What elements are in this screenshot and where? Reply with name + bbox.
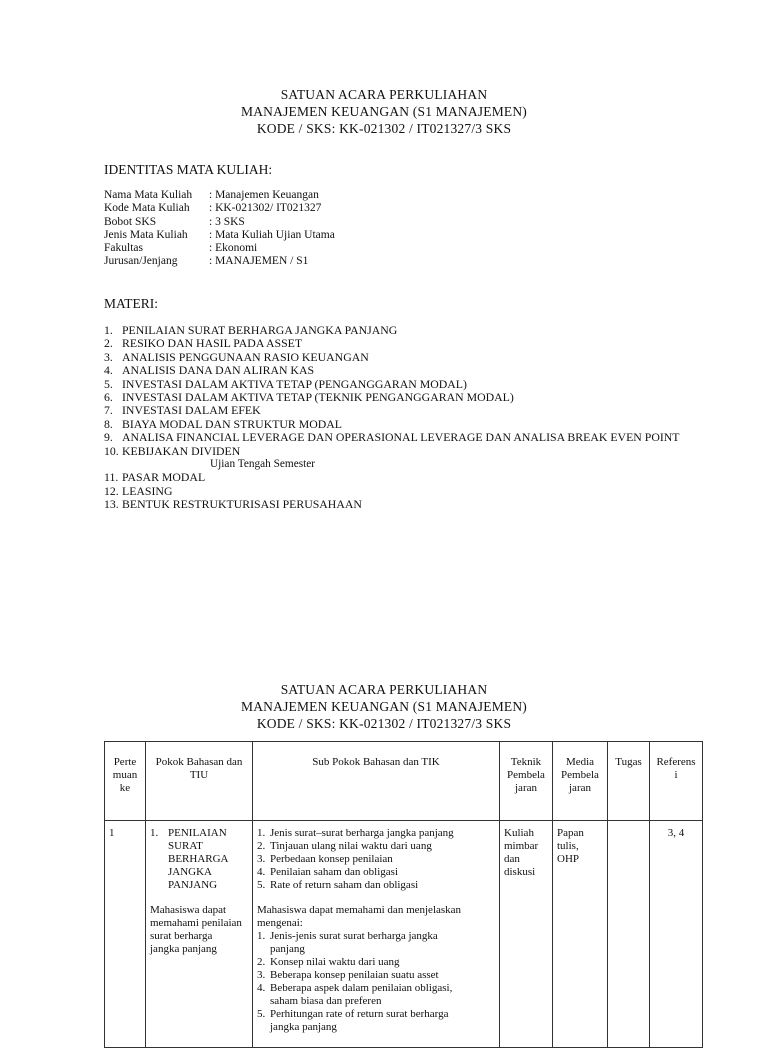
materi-list xyxy=(104,324,680,512)
title-block-top xyxy=(0,86,768,137)
cell-tugas xyxy=(608,821,650,1048)
sub-number: 2. xyxy=(257,840,266,852)
title-block-bottom xyxy=(0,681,768,732)
header-text: Teknik xyxy=(510,756,542,768)
tik-number: 4. xyxy=(257,982,266,994)
materi-number: 9. xyxy=(104,430,113,445)
materi-item xyxy=(104,431,680,444)
media-line: tulis, xyxy=(557,840,579,852)
sub-text: Rate of return saham dan obligasi xyxy=(270,879,419,891)
sub-text: Jenis surat–surat berharga jangka panjang xyxy=(270,827,454,839)
identitas-row xyxy=(104,242,335,255)
pokok-line: SURAT xyxy=(168,840,203,852)
identitas-label: Kode Mata Kuliah xyxy=(104,202,190,215)
identitas-value: : 3 SKS xyxy=(209,215,245,228)
sub-number: 1. xyxy=(257,827,266,839)
materi-text: ANALISIS DANA DAN ALIRAN KAS xyxy=(122,363,315,378)
tik-intro-line: mengenai: xyxy=(257,917,303,929)
materi-number: 11. xyxy=(104,470,119,485)
materi-text: LEASING xyxy=(122,483,173,498)
tik-text xyxy=(270,982,452,1008)
pokok-line: PENILAIAN xyxy=(168,827,227,839)
materi-number: 4. xyxy=(104,363,113,378)
cell-pertemuan: 1 xyxy=(105,821,146,1048)
materi-number: 13. xyxy=(104,497,119,512)
header-tugas xyxy=(608,742,650,821)
materi-item xyxy=(104,324,680,337)
tiu-line: Mahasiswa dapat xyxy=(150,904,227,916)
pokok-line: PANJANG xyxy=(168,879,218,891)
materi-item xyxy=(104,364,680,377)
pokok-line: BERHARGA xyxy=(168,853,229,865)
materi-number: 1. xyxy=(104,323,113,337)
identitas-value: : Ekonomi xyxy=(209,242,258,255)
header-text: jaran xyxy=(569,782,591,794)
tik-number: 1. xyxy=(257,930,266,942)
materi-text: PENILAIAN SURAT BERHARGA JANGKA PANJANG xyxy=(122,323,398,337)
tik-number: 2. xyxy=(257,956,266,968)
identitas-row xyxy=(104,229,335,242)
materi-heading: MATERI: xyxy=(104,296,158,311)
title-line: SATUAN ACARA PERKULIAHAN xyxy=(280,682,488,697)
teknik-line: mimbar xyxy=(504,840,539,852)
materi-number: 6. xyxy=(104,390,113,405)
materi-item xyxy=(104,485,680,498)
identitas-list xyxy=(104,189,335,269)
identitas-heading: IDENTITAS MATA KULIAH: xyxy=(104,162,273,177)
sub-text: Perbedaan konsep penilaian xyxy=(270,853,393,865)
materi-text: ANALISIS PENGGUNAAN RASIO KEUANGAN xyxy=(122,349,369,364)
header-referensi xyxy=(650,742,703,821)
table-header-row xyxy=(105,742,703,821)
header-text: Sub Pokok Bahasan dan TIK xyxy=(312,756,440,768)
header-text: Tugas xyxy=(615,756,642,768)
materi-number: 3. xyxy=(104,349,113,364)
header-text: muan xyxy=(112,769,138,781)
header-text: Pembela xyxy=(561,769,599,781)
identitas-label: Jurusan/Jenjang xyxy=(104,255,178,268)
tik-item xyxy=(257,969,495,982)
header-media xyxy=(553,742,608,821)
materi-text: BENTUK RESTRUKTURISASI PERUSAHAAN xyxy=(122,497,362,512)
header-text: Referens xyxy=(656,756,696,768)
header-teknik xyxy=(500,742,553,821)
sap-table xyxy=(104,741,703,1048)
sub-number: 3. xyxy=(257,853,266,865)
tik-text xyxy=(270,1008,448,1034)
materi-item xyxy=(104,445,680,458)
tik-item xyxy=(257,930,495,956)
materi-text: INVESTASI DALAM AKTIVA TETAP (TEKNIK PENGANGGARAN MODAL) xyxy=(122,390,514,405)
header-text: TIU xyxy=(189,769,209,781)
tik-line: Beberapa aspek dalam penilaian obligasi, xyxy=(270,982,453,994)
tiu-line: surat berharga xyxy=(150,930,213,942)
materi-item xyxy=(104,337,680,350)
media-line: Papan xyxy=(557,827,584,839)
cell-pokok-bahasan xyxy=(146,821,253,1048)
sub-number: 5. xyxy=(257,879,266,891)
teknik-line: dan xyxy=(504,853,520,865)
header-text: i xyxy=(674,769,678,781)
materi-text: RESIKO DAN HASIL PADA ASSET xyxy=(122,336,303,351)
pokok-lines xyxy=(168,827,229,892)
sub-item xyxy=(257,853,495,866)
tik-item xyxy=(257,1008,495,1034)
header-text: jaran xyxy=(515,782,537,794)
tik-number: 3. xyxy=(257,969,266,981)
materi-item xyxy=(104,418,680,431)
identitas-label: Jenis Mata Kuliah xyxy=(104,228,188,241)
tik-line: saham biasa dan preferen xyxy=(270,995,382,1007)
tik-number: 5. xyxy=(257,1008,266,1020)
sub-item xyxy=(257,879,495,892)
materi-text: PASAR MODAL xyxy=(122,470,206,485)
materi-text: BIAYA MODAL DAN STRUKTUR MODAL xyxy=(122,416,343,431)
identitas-value: : Manajemen Keuangan xyxy=(209,189,319,201)
uts-label: Ujian Tengah Semester xyxy=(210,458,316,471)
identitas-row xyxy=(104,255,335,268)
tiu-line: jangka panjang xyxy=(150,943,217,955)
tik-line: Konsep nilai waktu dari uang xyxy=(270,956,400,968)
materi-text: INVESTASI DALAM EFEK xyxy=(122,403,261,418)
tik-intro-line: Mahasiswa dapat memahami dan menjelaskan xyxy=(257,904,462,916)
sub-item xyxy=(257,840,495,853)
identitas-value: : KK-021302/ IT021327 xyxy=(209,202,322,215)
header-pertemuan xyxy=(105,742,146,821)
cell-media xyxy=(553,821,608,1048)
identitas-label: Bobot SKS xyxy=(104,215,157,228)
materi-item xyxy=(104,378,680,391)
tik-line: Beberapa konsep penilaian suatu asset xyxy=(270,969,439,981)
sub-number: 4. xyxy=(257,866,266,878)
materi-item xyxy=(104,391,680,404)
materi-number: 5. xyxy=(104,376,113,391)
materi-item xyxy=(104,351,680,364)
identitas-label: Nama Mata Kuliah xyxy=(104,189,193,201)
materi-number: 12. xyxy=(104,483,119,498)
tik-line: jangka panjang xyxy=(270,1021,337,1033)
tik-line: Perhitungan rate of return surat berharga xyxy=(270,1008,449,1020)
materi-text: ANALISA FINANCIAL LEVERAGE DAN OPERASIONAL LEVERAGE DAN ANALISA BREAK EVEN POINT xyxy=(122,430,680,445)
pokok-number: 1. xyxy=(150,827,159,839)
cell-teknik xyxy=(500,821,553,1048)
pokok-line: JANGKA xyxy=(168,866,212,878)
header-pokok-bahasan xyxy=(146,742,253,821)
subtitle-line: MANAJEMEN KEUANGAN (S1 MANAJEMEN) xyxy=(241,699,527,714)
sub-text: Tinjauan ulang nilai waktu dari uang xyxy=(270,840,432,852)
header-text: Media xyxy=(565,756,595,768)
tiu-line: memahami penilaian xyxy=(150,917,242,929)
cell-referensi: 3, 4 xyxy=(650,821,703,1048)
identitas-value: : MANAJEMEN / S1 xyxy=(209,255,309,268)
header-text: Pembela xyxy=(507,769,545,781)
materi-text: KEBIJAKAN DIVIDEN xyxy=(122,443,241,458)
identitas-row xyxy=(104,216,335,229)
identitas-row xyxy=(104,189,335,202)
sub-item xyxy=(257,866,495,879)
tik-line: Jenis-jenis surat surat berharga jangka xyxy=(270,930,438,942)
header-text: ke xyxy=(119,782,131,794)
title-line: SATUAN ACARA PERKULIAHAN xyxy=(280,87,488,102)
materi-item xyxy=(104,498,680,511)
code-line: KODE / SKS: KK-021302 / IT021327/3 SKS xyxy=(256,121,512,136)
materi-item xyxy=(104,404,680,417)
subtitle-line: MANAJEMEN KEUANGAN (S1 MANAJEMEN) xyxy=(241,104,527,119)
cell-sub-pokok xyxy=(253,821,500,1048)
tik-line: panjang xyxy=(270,943,305,955)
code-line: KODE / SKS: KK-021302 / IT021327/3 SKS xyxy=(256,716,512,731)
sub-text: Penilaian saham dan obligasi xyxy=(270,866,398,878)
materi-item xyxy=(104,471,680,484)
pokok-title xyxy=(150,827,248,892)
identitas-value: : Mata Kuliah Ujian Utama xyxy=(209,228,335,241)
tik-text xyxy=(270,930,438,956)
tik-item xyxy=(257,982,495,1008)
tik-item xyxy=(257,956,495,969)
identitas-row xyxy=(104,202,335,215)
sub-item xyxy=(257,827,495,840)
materi-number: 10. xyxy=(104,443,119,458)
table-row xyxy=(105,821,703,1048)
materi-number: 2. xyxy=(104,336,113,351)
header-text: Pokok Bahasan dan xyxy=(155,756,243,768)
tik-intro xyxy=(257,904,495,930)
materi-text: INVESTASI DALAM AKTIVA TETAP (PENGANGGARAN MODAL) xyxy=(122,376,467,391)
header-sub-pokok xyxy=(253,742,500,821)
identitas-label: Fakultas xyxy=(104,242,143,255)
teknik-line: diskusi xyxy=(504,866,536,878)
tiu-text xyxy=(150,904,248,956)
media-line: OHP xyxy=(557,853,580,865)
header-text: Perte xyxy=(113,756,137,768)
materi-number: 7. xyxy=(104,403,113,418)
materi-number: 8. xyxy=(104,416,113,431)
teknik-line: Kuliah xyxy=(504,827,534,839)
